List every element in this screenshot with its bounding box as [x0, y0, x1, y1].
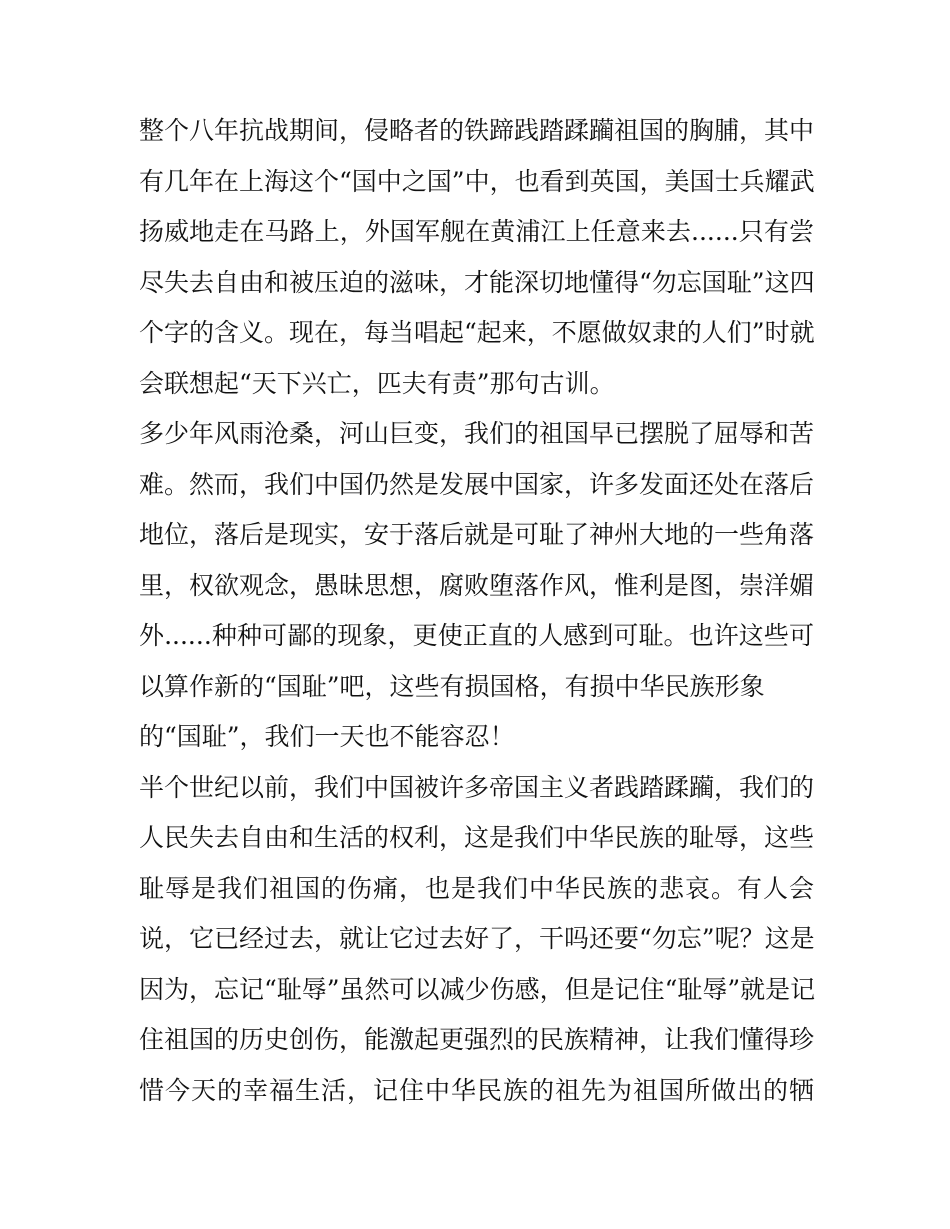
text-line: 多少年风雨沧桑，河山巨变，我们的祖国早已摆脱了屈辱和苦 [139, 419, 815, 448]
text-line: 人民失去自由和生活的权利，这是我们中华民族的耻辱，这些 [139, 823, 815, 852]
paragraph-1 [139, 106, 814, 409]
text-line: 的“国耻”，我们一天也不能容忍！ [139, 722, 515, 751]
text-line: 外......种种可鄙的现象，更使正直的人感到可耻。也许这些可 [139, 621, 814, 650]
text-line: 扬威地走在马路上，外国军舰在黄浦江上任意来去......只有尝 [139, 217, 814, 246]
text-line: 因为，忘记“耻辱”虽然可以减少伤感，但是记住“耻辱”就是记 [139, 974, 816, 1004]
paragraph-3 [139, 763, 814, 1117]
text-line: 地位，落后是现实，安于落后就是可耻了神州大地的一些角落 [139, 520, 815, 549]
text-line: 半个世纪以前，我们中国被许多帝国主义者践踏蹂躏，我们的 [139, 772, 815, 802]
text-line: 难。然而，我们中国仍然是发展中国家，许多发面还处在落后 [139, 469, 815, 499]
text-line: 以算作新的“国耻”吧，这些有损国格，有损中华民族形象 [139, 671, 765, 701]
text-line: 惜今天的幸福生活，记住中华民族的祖先为祖国所做出的牺 [139, 1075, 814, 1105]
text-line: 个字的含义。现在，每当唱起“起来，不愿做奴隶的人们”时就 [139, 318, 815, 347]
text-line: 耻辱是我们祖国的伤痛，也是我们中华民族的悲哀。有人会 [139, 873, 814, 903]
text-line: 说，它已经过去，就让它过去好了，干吗还要“勿忘”呢？这是 [139, 924, 815, 953]
text-line: 会联想起“天下兴亡，匹夫有责”那句古训。 [139, 368, 615, 398]
text-line: 整个八年抗战期间，侵略者的铁蹄践踏蹂躏祖国的胸脯，其中 [139, 116, 815, 145]
document-body [139, 106, 814, 1116]
paragraph-2 [139, 409, 814, 763]
text-line: 有几年在上海这个“国中之国”中，也看到英国，美国士兵耀武 [139, 166, 815, 196]
text-line: 里，权欲观念，愚昧思想，腐败堕落作风，惟利是图，崇洋媚 [139, 570, 815, 600]
text-line: 住祖国的历史创伤，能激起更强烈的民族精神，让我们懂得珍 [139, 1025, 815, 1054]
text-line: 尽失去自由和被压迫的滋味，才能深切地懂得“勿忘国耻”这四 [139, 267, 815, 297]
